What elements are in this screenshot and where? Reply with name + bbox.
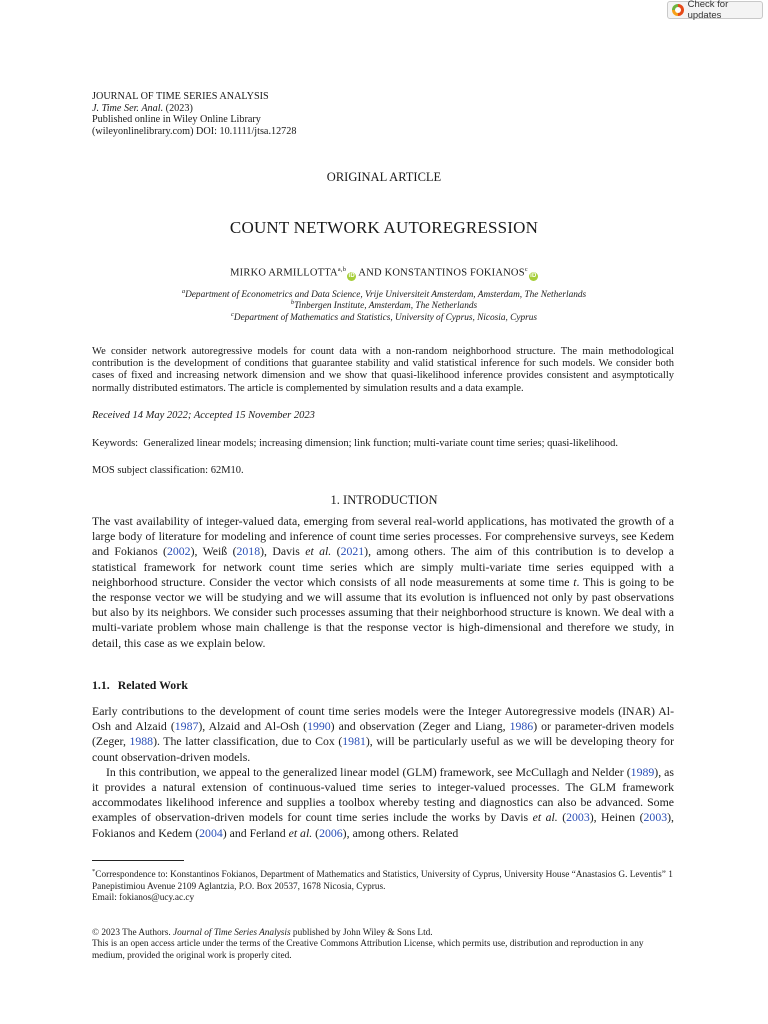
citation-link[interactable]: 1988 — [129, 734, 154, 749]
text-run: ( — [557, 810, 567, 825]
crossmark-icon — [672, 4, 684, 16]
article-title: COUNT NETWORK AUTOREGRESSION — [229, 218, 539, 237]
check-for-updates-button[interactable] — [667, 1, 763, 19]
text-run: In this contribution, we appeal to the generalized linear model (GLM) framework, see McCullagh and Nelder ( — [106, 764, 631, 779]
affiliation-text: Department of Econometrics and Data Science, Vrije Universiteit Amsterdam, Amsterdam, The Netherlands — [185, 290, 587, 301]
text-run: ) or parameter-driven models (Zeger, — [92, 719, 674, 749]
citation-link[interactable]: 1986 — [509, 719, 534, 734]
abstract: We consider network autoregressive models for count data with a non-random neighborhood structure. The main methodological contribution is the development of conditions that guarantee stability and valid statistical inference for such models. We consider both cases of fixed and increasing network dimension and we show that quasi-likelihood inference provides consistent and asymptotically normally distributed estimators. The article is complemented by simulation results and a data example. — [92, 346, 674, 394]
text-run: ( — [331, 544, 341, 559]
author-1-name: MIRKO ARMILLOTTA — [230, 267, 338, 279]
citation-link[interactable]: 2018 — [236, 544, 261, 559]
orcid-icon[interactable]: iD — [348, 272, 355, 279]
text-run: . This is going to be the response vector we will be studying and we will assume that its evolution is influenced not only by past observations but also by its neighbors. We consider such processes assuming that their neighborhood structure is known. We deal with a multi-variate problem whose main challenge is that the response vector is high-dimensional and therefore we study, in detail, this case as we explain below. — [92, 574, 674, 650]
section-heading-introduction: 1. INTRODUCTION — [330, 493, 438, 507]
text-run: ), Heinen ( — [589, 810, 644, 825]
author-conjunction: AND — [356, 267, 385, 279]
copyright-journal: Journal of Time Series Analysis — [173, 928, 291, 938]
journal-header — [92, 91, 296, 137]
text-run: Early contributions to the development of count time series models were the Integer Autoregressive models (INAR) Al-Osh and Alzaid ( — [92, 704, 674, 734]
text-run: et al. — [532, 810, 558, 825]
keywords-list: Generalized linear models; increasing dimension; link function; multi-variate count time series; quasi-likelihood. — [143, 438, 619, 449]
text-run: ), will be particularly useful as we will be developing theory for count observation-driven models. — [92, 734, 675, 764]
subsection-number: 1.1. — [92, 678, 110, 692]
citation-link[interactable]: 2006 — [319, 825, 343, 840]
related-work-section — [92, 704, 674, 841]
introduction-paragraph — [92, 514, 674, 651]
subsection-heading-related-work — [92, 678, 188, 693]
text-run: et al. — [288, 825, 313, 840]
affiliation-mark: a — [181, 288, 186, 295]
text-run: ( — [312, 825, 320, 840]
text-run: ) and Ferland — [222, 825, 289, 840]
affiliation-text: Tinbergen Institute, Amsterdam, The Netherlands — [294, 301, 478, 312]
related-work-paragraph-2 — [92, 765, 674, 841]
citation-link[interactable]: 1987 — [174, 719, 199, 734]
keywords — [92, 438, 674, 450]
text-run: The vast availability of integer-valued data, emerging from several real-world applications, has motivated the growth of a large body of literature for modeling and inference of count time series processes. For comprehensive surveys, see Kedem and Fokianos ( — [92, 514, 674, 559]
author-2-name: KONSTANTINOS FOKIANOS — [384, 267, 525, 279]
text-run: ), Weiß ( — [190, 544, 237, 559]
journal-year: (2023) — [163, 102, 193, 114]
math-variable: t — [573, 574, 577, 589]
citation-link[interactable]: 2003 — [643, 810, 668, 825]
footnote-email[interactable]: Email: fokianos@ucy.ac.cy — [92, 892, 195, 903]
citation-link[interactable]: 2002 — [166, 544, 191, 559]
affiliation-text: Department of Mathematics and Statistics, University of Cyprus, Nicosia, Cyprus — [233, 313, 538, 324]
citation-link[interactable]: 2021 — [340, 544, 365, 559]
copyright-line — [92, 928, 674, 939]
footnote-body: Correspondence to: Konstantinos Fokianos, Department of Mathematics and Statistics, University of Cyprus, University House “Anastasios G. Leventis” 1 Panepistimiou Avenue 2109 Aglantzia, P.O. Box 20537, 1678 Nicosia, Cyprus. — [92, 870, 673, 892]
text-run: ), Alzaid and Al-Osh ( — [198, 719, 308, 734]
text-run: et al. — [305, 544, 332, 559]
orcid-icon[interactable]: iD — [530, 272, 537, 279]
text-run: ), as it provides a natural extension of continuous-valued time series to integer-valued processes. The GLM framework accommodates likelihood inference and supplies a toolbox whereby testing and diagnostics can also be advanced. Some examples of observation-driven models for count time series include the works by Davis — [92, 764, 674, 825]
citation-link[interactable]: 2004 — [199, 825, 223, 840]
text-run: ). The latter classification, due to Cox ( — [153, 734, 343, 749]
copyright-publisher: published by John Wiley & Sons Ltd. — [290, 928, 433, 938]
footnote-text — [92, 866, 674, 893]
received-dates: Received 14 May 2022; Accepted 15 November 2023 — [92, 410, 315, 421]
journal-doi[interactable]: (wileyonlinelibrary.com) DOI: 10.1111/jtsa.12728 — [92, 125, 297, 137]
license-notice — [92, 928, 674, 962]
keywords-label: Keywords: — [92, 438, 139, 449]
copyright-text: © 2023 The Authors. — [92, 928, 174, 938]
journal-name: JOURNAL OF TIME SERIES ANALYSIS — [92, 91, 269, 102]
text-run: ), among others. The aim of this contribution is to develop a statistical framework for network count time series which are simply multi-variate time series equipped with a neighborhood structure. Consider the vector which consists of all node measurements at some time — [92, 544, 674, 589]
text-run: ), among others. Related — [342, 825, 459, 840]
author-1-affiliation-mark: a,b — [337, 266, 347, 273]
citation-link[interactable]: 2003 — [566, 810, 590, 825]
text-run: ), Fokianos and Kedem ( — [92, 810, 674, 840]
affiliation-mark: b — [290, 299, 295, 306]
journal-citation — [92, 103, 296, 115]
related-work-paragraph-1 — [92, 704, 674, 765]
citation-link[interactable]: 1989 — [630, 764, 655, 779]
affiliation-c — [92, 309, 676, 324]
article-type: ORIGINAL ARTICLE — [326, 170, 442, 184]
journal-published: Published online in Wiley Online Library — [92, 114, 261, 126]
author-line — [92, 266, 676, 281]
affiliation-mark: c — [230, 311, 234, 318]
mos-classification: MOS subject classification: 62M10. — [92, 465, 244, 476]
subsection-title: Related Work — [117, 678, 188, 692]
author-2-affiliation-mark: c — [524, 266, 528, 273]
license-text: This is an open access article under the terms of the Creative Commons Attribution License, which permits use, distribution and reproduction in any medium, provided the original work is properly cited. — [92, 939, 644, 961]
footnote-mark: * — [92, 868, 96, 875]
journal-abbrev: J. Time Ser. Anal. — [92, 102, 164, 114]
text-run: ) and observation (Zeger and Liang, — [330, 719, 510, 734]
text-run: ), Davis — [260, 544, 306, 559]
footnote-divider — [92, 860, 184, 861]
citation-link[interactable]: 1981 — [342, 734, 366, 749]
check-for-updates-label: Check for updates — [687, 0, 729, 21]
citation-link[interactable]: 1990 — [307, 719, 331, 734]
correspondence-footnote — [92, 866, 674, 904]
